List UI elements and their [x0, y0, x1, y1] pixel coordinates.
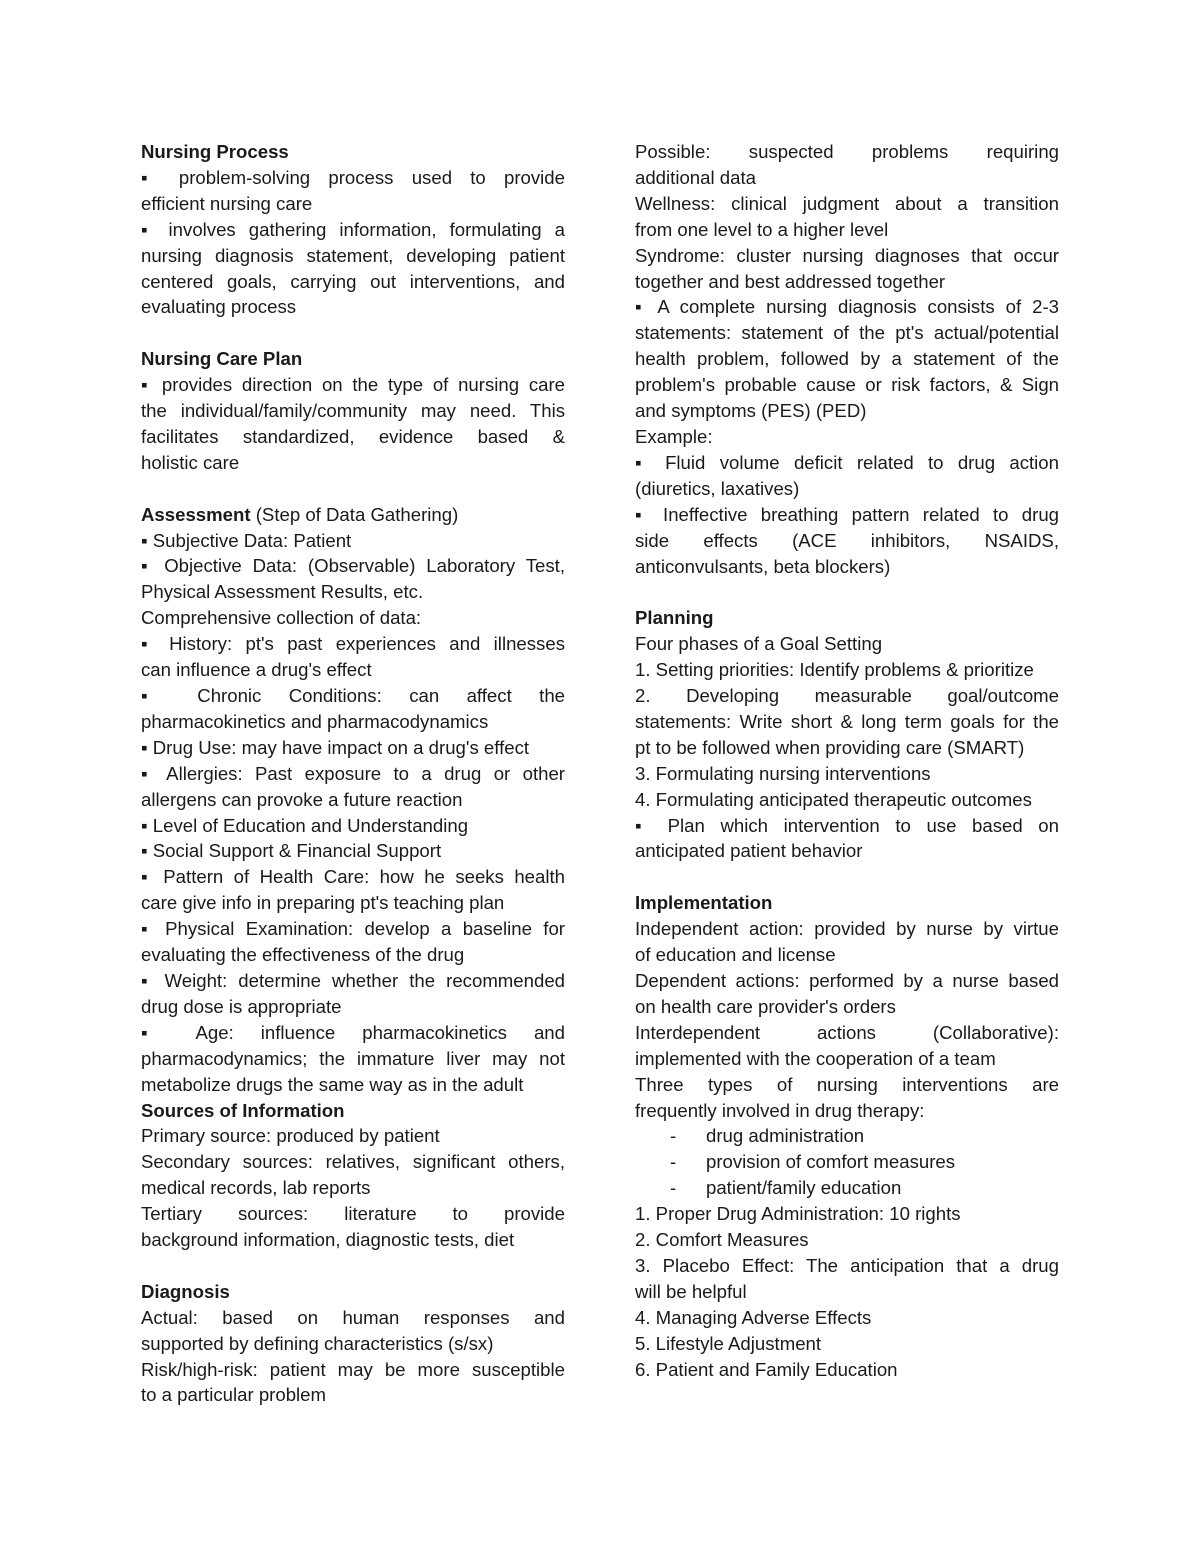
spacer — [141, 1253, 565, 1279]
text-line: allergens can provoke a future reaction — [141, 788, 463, 810]
text-line: metabolize drugs the same way as in the adult — [141, 1073, 524, 1095]
numbered-item: 1. Proper Drug Administration: 10 rights — [635, 1203, 961, 1225]
text-line: Secondary sources: relatives, significant others, — [141, 1151, 565, 1173]
text-line: ▪ Age: influence pharmacokinetics and — [141, 1021, 565, 1043]
text-line: and symptoms (PES) (PED) — [635, 400, 867, 422]
text-line: statements: Write short & long term goals for the — [635, 710, 1059, 732]
text-line: facilitates standardized, evidence based & — [141, 425, 565, 447]
numbered-item: 6. Patient and Family Education — [635, 1358, 898, 1380]
text-line: Risk/high-risk: patient may be more susceptible — [141, 1358, 565, 1380]
text-line: Dependent actions: performed by a nurse based — [635, 969, 1059, 991]
dash-marker: - — [670, 1151, 677, 1173]
text-line: Example: — [635, 425, 713, 447]
dash-item-text: drug administration — [706, 1125, 865, 1147]
text-line: Primary source: produced by patient — [141, 1125, 440, 1147]
text-line: ▪ History: pt's past experiences and illnesses — [141, 633, 565, 655]
text-line: ▪ Weight: determine whether the recommended — [141, 969, 565, 991]
text-line: pharmacokinetics and pharmacodynamics — [141, 710, 489, 732]
text-line: ▪ Objective Data: (Observable) Laboratory Test, — [141, 555, 565, 577]
text-line: ▪ Allergies: Past exposure to a drug or other — [141, 762, 565, 784]
numbered-item: 4. Managing Adverse Effects — [635, 1306, 872, 1328]
text-line: drug dose is appropriate — [141, 995, 342, 1017]
text-line: ▪ Drug Use: may have impact on a drug's effect — [141, 736, 530, 758]
heading-diagnosis: Diagnosis — [141, 1280, 230, 1302]
heading-sources-of-information: Sources of Information — [141, 1099, 345, 1121]
text-line: Tertiary sources: literature to provide — [141, 1203, 565, 1225]
text-line: evaluating the effectiveness of the drug — [141, 944, 465, 966]
text-line: ▪ provides direction on the type of nursing care — [141, 374, 565, 396]
text-line: the individual/family/community may need. This — [141, 400, 565, 422]
dash-marker: - — [670, 1177, 677, 1199]
heading-assessment-line — [141, 502, 565, 528]
numbered-item: 3. Placebo Effect: The anticipation that a drug — [635, 1254, 1059, 1276]
text-line: care give info in preparing pt's teaching plan — [141, 892, 505, 914]
text-line: ▪ Plan which intervention to use based on — [635, 814, 1059, 836]
text-line: Physical Assessment Results, etc. — [141, 581, 424, 603]
text-line: implemented with the cooperation of a team — [635, 1047, 996, 1069]
text-line: on health care provider's orders — [635, 995, 896, 1017]
text-line: Interdependent actions (Collaborative): — [635, 1021, 1059, 1043]
text-line: ▪ A complete nursing diagnosis consists of 2-3 — [635, 296, 1059, 318]
text-line: health problem, followed by a statement of the — [635, 348, 1059, 370]
text-line: nursing diagnosis statement, developing patient — [141, 244, 565, 266]
text-line: ▪ problem-solving process used to provide — [141, 166, 565, 188]
dash-list-item — [635, 1175, 1059, 1201]
text-line: from one level to a higher level — [635, 218, 889, 240]
text-line: statements: statement of the pt's actual/potential — [635, 322, 1059, 344]
text-line: evaluating process — [141, 296, 297, 318]
text-line: can influence a drug's effect — [141, 659, 372, 681]
text-line: 4. Formulating anticipated therapeutic outcomes — [635, 788, 1032, 810]
text-line: ▪ Fluid volume deficit related to drug action — [635, 451, 1059, 473]
text-line: Actual: based on human responses and — [141, 1306, 565, 1328]
text-line: ▪ Social Support & Financial Support — [141, 840, 442, 862]
text-line: medical records, lab reports — [141, 1177, 371, 1199]
dash-marker: - — [670, 1125, 677, 1147]
text-line: ▪ Subjective Data: Patient — [141, 529, 352, 551]
text-line: efficient nursing care — [141, 192, 313, 214]
heading-nursing-process: Nursing Process — [141, 141, 289, 162]
text-line: side effects (ACE inhibitors, NSAIDS, — [635, 529, 1059, 551]
text-line: Three types of nursing interventions are — [635, 1073, 1059, 1095]
text-line: Syndrome: cluster nursing diagnoses that occur — [635, 244, 1059, 266]
text-line: ▪ Chronic Conditions: can affect the — [141, 685, 565, 706]
right-column — [635, 139, 1059, 1382]
text-line: Comprehensive collection of data: — [141, 607, 422, 629]
text-line: ▪ involves gathering information, formulating a — [141, 218, 565, 240]
text-line: Independent action: provided by nurse by virtue — [635, 918, 1059, 940]
heading-nursing-care-plan: Nursing Care Plan — [141, 348, 303, 370]
text-line: ▪ Pattern of Health Care: how he seeks health — [141, 866, 565, 888]
text-line: supported by defining characteristics (s/sx) — [141, 1332, 494, 1354]
text-line: ▪ Ineffective breathing pattern related to drug — [635, 503, 1059, 525]
dash-item-text: patient/family education — [706, 1177, 902, 1199]
heading-assessment: Assessment — [141, 503, 251, 525]
numbered-item: will be helpful — [635, 1280, 747, 1302]
text-line: pharmacodynamics; the immature liver may not — [141, 1047, 565, 1069]
assessment-subtitle: (Step of Data Gathering) — [250, 503, 459, 525]
spacer — [141, 320, 565, 346]
text-line: anticonvulsants, beta blockers) — [635, 555, 891, 577]
left-column — [141, 139, 565, 1408]
spacer — [141, 476, 565, 502]
text-line: Four phases of a Goal Setting — [635, 633, 883, 655]
spacer — [635, 579, 1059, 605]
text-line: together and best addressed together — [635, 270, 946, 292]
heading-implementation: Implementation — [635, 892, 773, 914]
text-line: 2. Developing measurable goal/outcome — [635, 685, 1059, 707]
text-line: Wellness: clinical judgment about a transition — [635, 192, 1059, 214]
dash-item-text: provision of comfort measures — [706, 1151, 956, 1173]
text-line: additional data — [635, 166, 756, 188]
text-line: background information, diagnostic tests, diet — [141, 1229, 515, 1251]
text-line: 3. Formulating nursing interventions — [635, 762, 931, 784]
text-line: Possible: suspected problems requiring — [635, 141, 1059, 162]
text-line: anticipated patient behavior — [635, 840, 863, 862]
text-line: (diuretics, laxatives) — [635, 477, 800, 499]
text-line: frequently involved in drug therapy: — [635, 1099, 925, 1121]
numbered-item: 5. Lifestyle Adjustment — [635, 1332, 822, 1354]
text-line: 1. Setting priorities: Identify problems & prioritize — [635, 659, 1034, 681]
spacer — [635, 864, 1059, 890]
text-line: pt to be followed when providing care (SMART) — [635, 736, 1025, 758]
text-line: centered goals, carrying out interventions, and — [141, 270, 565, 292]
text-line: of education and license — [635, 944, 836, 966]
numbered-item: 2. Comfort Measures — [635, 1229, 809, 1251]
heading-planning: Planning — [635, 607, 714, 629]
dash-list-item — [635, 1123, 1059, 1149]
text-line: problem's probable cause or risk factors, & Sign — [635, 374, 1059, 396]
text-line: holistic care — [141, 451, 240, 473]
text-line: to a particular problem — [141, 1384, 326, 1406]
text-line: ▪ Level of Education and Understanding — [141, 814, 469, 836]
dash-list-item — [635, 1149, 1059, 1175]
text-line: ▪ Physical Examination: develop a baseline for — [141, 918, 565, 940]
